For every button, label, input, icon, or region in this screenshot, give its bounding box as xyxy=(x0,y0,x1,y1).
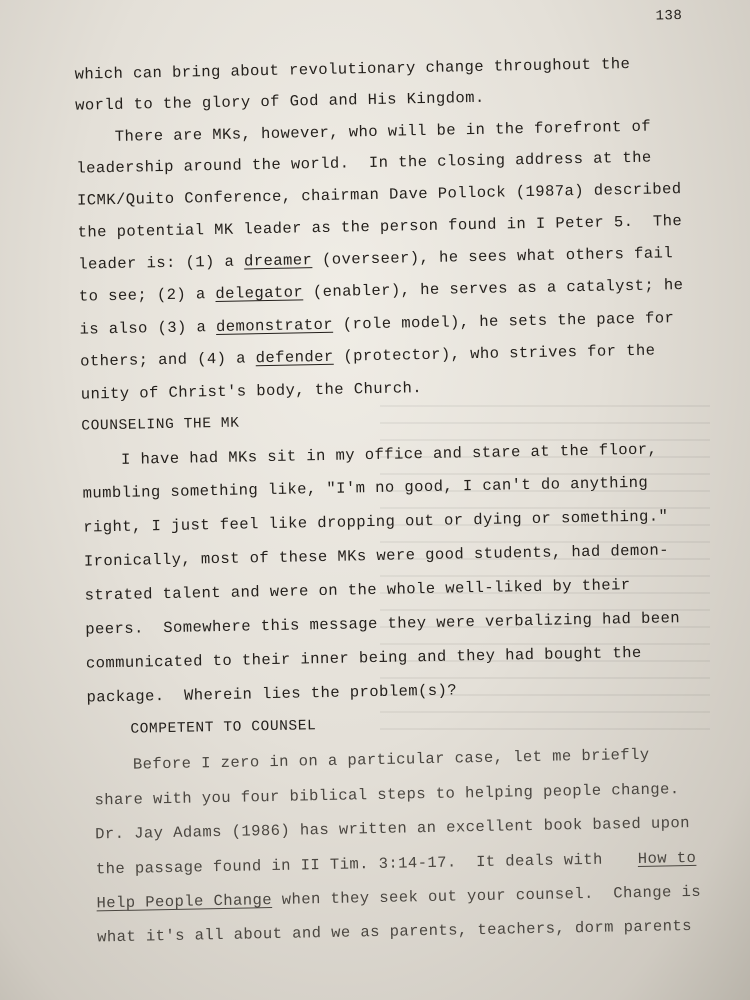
text-line: ICMK/Quito Conference, chairman Dave Pollock (1987a) described xyxy=(76,180,682,210)
text-line: Ironically, most of these MKs were good students, had demon- xyxy=(83,541,670,571)
text-line: the potential MK leader as the person found in I Peter 5. The xyxy=(77,212,683,242)
text-line xyxy=(80,342,656,371)
text-line xyxy=(79,276,684,306)
text-segment: others; and (4) a xyxy=(79,349,256,371)
text-line: unity of Christ's body, the Church. xyxy=(80,379,423,404)
text-segment: (protector), who strives for the xyxy=(333,341,656,366)
text-segment: when they seek out your counsel. Change is xyxy=(271,882,702,910)
text-line: share with you four biblical steps to helping people change. xyxy=(94,780,680,810)
text-segment: is also (3) a xyxy=(79,318,217,339)
text-line: right, I just feel like dropping out or dying or something." xyxy=(83,507,669,537)
text-line: There are MKs, however, who will be in the forefront of xyxy=(75,117,652,147)
text-segment: (enabler), he serves as a catalyst; he xyxy=(302,276,684,302)
subsection-heading: COMPETENT TO COUNSEL xyxy=(93,718,317,739)
book-title-start xyxy=(638,849,697,868)
text-line: leadership around the world. In the closing address at the xyxy=(76,148,652,178)
underlined-term-delegator: delegator xyxy=(215,283,304,304)
text-line: I have had MKs sit in my office and stare at the floor, xyxy=(81,440,658,470)
underlined-term-dreamer: dreamer xyxy=(243,251,313,271)
underlined-book-title: How to xyxy=(637,848,697,869)
text-segment: (role model), he sets the pace for xyxy=(332,309,675,334)
text-line: Dr. Jay Adams (1986) has written an excellent book based upon xyxy=(95,814,691,844)
text-line: mumbling something like, "I'm no good, I can't do anything xyxy=(82,473,649,503)
section-heading: COUNSELING THE MK xyxy=(81,415,240,435)
text-line xyxy=(79,309,674,338)
text-line: world to the glory of God and His Kingdom. xyxy=(75,88,485,115)
text-line: which can bring about revolutionary change throughout the xyxy=(74,55,631,84)
text-line: what it's all about and we as parents, teachers, dorm parents xyxy=(97,916,693,947)
text-segment: to see; (2) a xyxy=(78,285,216,306)
text-segment: leader is: (1) a xyxy=(78,252,245,274)
text-segment: (overseer), he sees what others fail xyxy=(312,244,674,270)
text-line: strated talent and were on the whole well-liked by their xyxy=(84,576,631,605)
page-number: 138 xyxy=(655,8,683,25)
text-line: the passage found in II Tim. 3:14-17. It deals with xyxy=(95,850,613,879)
text-line: peers. Somewhere this message they were verbalizing had been xyxy=(85,609,681,639)
text-line: communicated to their inner being and they had bought the xyxy=(85,643,642,673)
underlined-term-demonstrator: demonstrator xyxy=(215,315,334,337)
text-line xyxy=(78,244,673,273)
underlined-term-defender: defender xyxy=(255,347,334,368)
text-line: package. Wherein lies the problem(s)? xyxy=(86,681,458,707)
text-line xyxy=(96,883,701,913)
text-line: Before I zero in on a particular case, let me briefly xyxy=(93,745,650,775)
book-title-continued: Help People Change xyxy=(96,891,273,913)
